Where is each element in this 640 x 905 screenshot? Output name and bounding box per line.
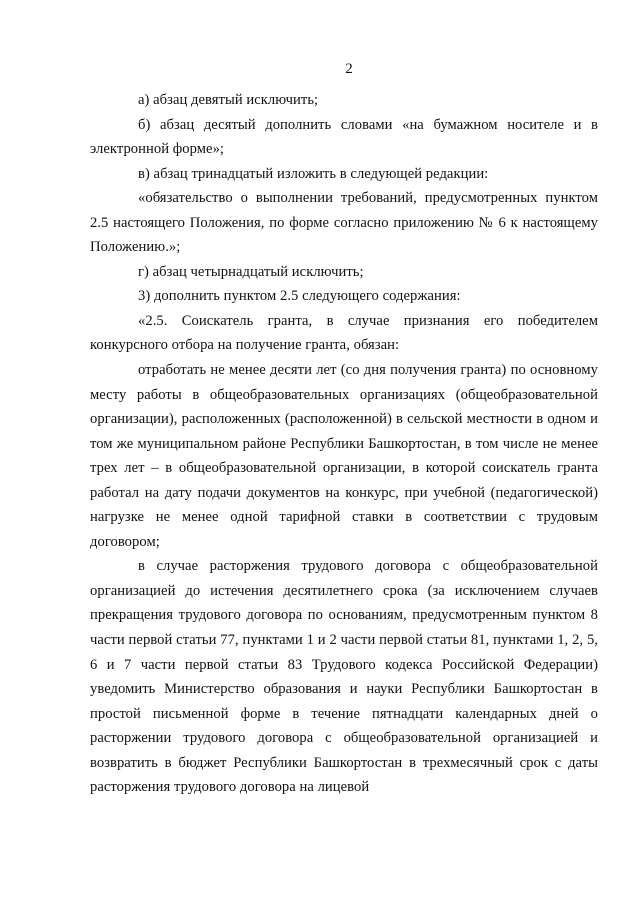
paragraph-v: в) абзац тринадцатый изложить в следующей редакции: xyxy=(138,165,489,182)
paragraph-a: а) абзац девятый исключить; xyxy=(138,92,319,108)
paragraph-clause-2-5: «2.5. Соискатель гранта, в случае признания его победителем конкурсного отбора на получение гранта, обязан: xyxy=(90,312,598,354)
paragraph-work-obligation: отработать не менее десяти лет (со дня получения гранта) по основному месту работы в общеобразовательных организациях (общеобразовательной организации), расположенных (расположенной) в сельской местности в одном и том же муниципальном районе Республики Башкортостан, в том числе не менее трех лет – в общеобразовательной организации, в которой соискатель гранта работал на дату подачи документов на конкурс, при учебной (педагогической) нагрузке не менее одной тарифной ставки в соответствии с трудовым договором; xyxy=(90,362,598,550)
paragraph-termination: в случае расторжения трудового договора с общеобразовательной организацией до истечения десятилетнего срока (за исключением случаев прекращения трудового договора по основаниям, предусмотренным пунктом 8 части первой статьи 77, пунктами 1 и 2 части первой статьи 81, пунктами 1, 2, 5, 6 и 7 части первой статьи 83 Трудового кодекса Российской Федерации) уведомить Министерство образования и науки Республики Башкортостан в простой письменной форме в течение пятнадцати календарных дней о расторжении трудового договора с общеобразовательной организацией и возвратить в бюджет Республики Башкортостан в трехмесячный срок с даты расторжения трудового договора на лицевой xyxy=(90,558,598,796)
paragraph-g: г) абзац четырнадцатый исключить; xyxy=(138,263,364,280)
paragraph-item-3: 3) дополнить пунктом 2.5 следующего содержания: xyxy=(138,288,461,305)
paragraph-b: б) абзац десятый дополнить словами «на бумажном носителе и в электронной форме»; xyxy=(90,116,598,158)
page-number: 2 xyxy=(345,61,353,77)
document-page xyxy=(90,60,598,800)
paragraph-obligation-quote: «обязательство о выполнении требований, предусмотренных пунктом 2.5 настоящего Положения, по форме согласно приложению № 6 к настоящему Положению.»; xyxy=(90,190,598,256)
